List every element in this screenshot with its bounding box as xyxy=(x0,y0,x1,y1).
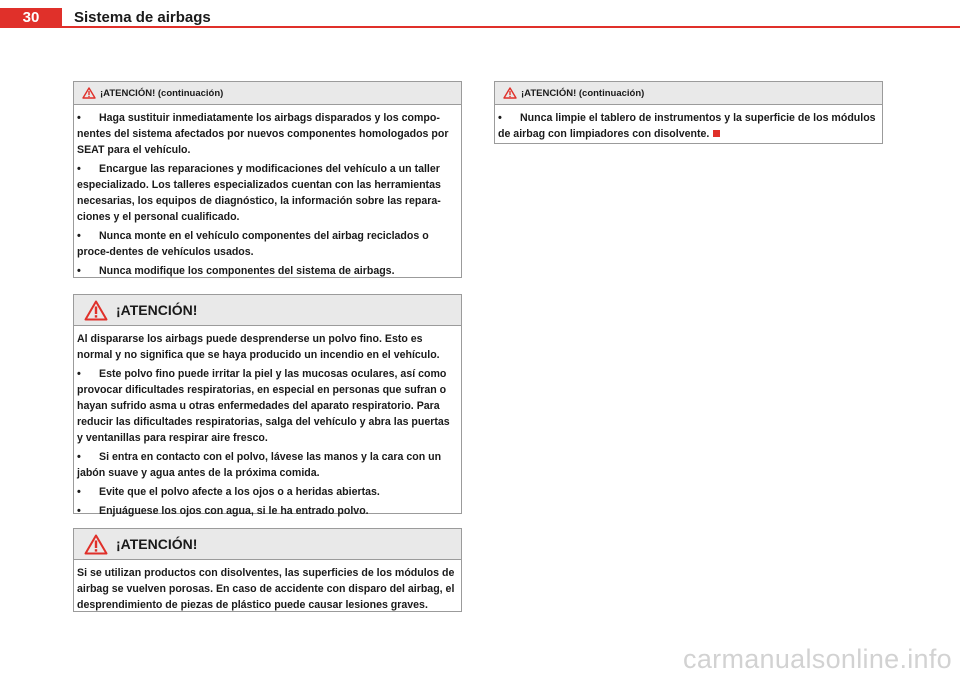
list-item-text: Nunca monte en el vehículo componentes del airbag reciclados o proce-dentes de vehículos usados. xyxy=(77,230,429,258)
end-of-section-square-icon xyxy=(713,130,720,137)
warning-body xyxy=(74,326,461,525)
warning-body xyxy=(74,105,461,285)
warning-box-dust xyxy=(73,294,462,517)
list-item-text: Este polvo fino puede irritar la piel y las mucosas oculares, así como provocar dificultades respiratorias, en especial en personas que sufran o hayan sufrido asma u otras enfermedades del aparato respiratorio. Para reducir las dificultades respiratorias, salga del vehículo y abra las puertas y ventanillas para respirar aire fresco. xyxy=(77,368,450,444)
list-item xyxy=(77,263,458,279)
warning-box-continued-1 xyxy=(73,81,462,278)
warning-title: ¡ATENCIÓN! xyxy=(116,302,198,318)
bullet: • xyxy=(77,451,81,463)
list-item xyxy=(77,110,458,158)
bullet: • xyxy=(77,368,81,380)
warning-header xyxy=(74,82,461,105)
list-item-text: Nunca modifique los componentes del sistema de airbags. xyxy=(99,265,395,277)
list-item xyxy=(498,110,879,142)
watermark: carmanualsonline.info xyxy=(683,644,952,674)
list-item xyxy=(77,484,458,500)
list-item xyxy=(77,366,458,446)
warning-header xyxy=(74,529,461,560)
list-item-text: Evite que el polvo afecte a los ojos o a heridas abiertas. xyxy=(99,486,380,498)
warning-triangle-icon xyxy=(82,87,96,99)
list-item xyxy=(77,228,458,260)
bullet: • xyxy=(498,112,502,124)
section-title: Sistema de airbags xyxy=(74,9,211,26)
warning-triangle-icon xyxy=(503,87,517,99)
list-item-text: Enjuáguese los ojos con agua, si le ha entrado polvo. xyxy=(99,505,369,517)
list-item-text: Si entra en contacto con el polvo, lávese las manos y la cara con un jabón suave y agua antes de la próxima comida. xyxy=(77,451,442,479)
warning-box-solvents xyxy=(73,528,462,612)
warning-header xyxy=(74,295,461,326)
page-number: 30 xyxy=(0,8,62,28)
header-rule xyxy=(62,26,960,28)
warning-title: ¡ATENCIÓN! (continuación) xyxy=(100,87,224,99)
list-item-text: Encargue las reparaciones y modificaciones del vehículo a un taller especializado. Los talleres especializados cuentan con las herramientas necesarias, los equipos de diagnóstico, la información sobre las repara-ciones y el personal cualificado. xyxy=(77,163,441,223)
warning-box-continued-2 xyxy=(494,81,883,144)
warning-intro: Si se utilizan productos con disolventes, las superficies de los módulos de airbag se vuelven porosas. En caso de accidente con disparo del airbag, el desprendimiento de piezas de plástico puede causar lesiones graves. xyxy=(77,567,455,611)
bullet: • xyxy=(77,112,81,124)
list-item xyxy=(77,161,458,225)
warning-title: ¡ATENCIÓN! xyxy=(116,536,198,552)
bullet: • xyxy=(77,163,81,175)
list-item-text: Nunca limpie el tablero de instrumentos y la superficie de los módulos de airbag con limpiadores con disolvente. xyxy=(498,112,876,140)
bullet: • xyxy=(77,265,81,277)
bullet: • xyxy=(77,505,81,517)
warning-header xyxy=(495,82,882,105)
warning-triangle-icon xyxy=(84,534,108,555)
warning-triangle-icon xyxy=(84,300,108,321)
list-item xyxy=(77,449,458,481)
warning-body xyxy=(495,105,882,148)
warning-title: ¡ATENCIÓN! (continuación) xyxy=(521,87,645,99)
list-item xyxy=(77,503,458,519)
bullet: • xyxy=(77,486,81,498)
list-item-text: Haga sustituir inmediatamente los airbags disparados y los compo-nentes del sistema afectados por nuevos componentes homologados por SEAT para el vehículo. xyxy=(77,112,449,156)
bullet: • xyxy=(77,230,81,242)
warning-body xyxy=(74,560,461,619)
warning-intro: Al dispararse los airbags puede desprenderse un polvo fino. Esto es normal y no significa que se haya producido un incendio en el vehículo. xyxy=(77,333,440,361)
